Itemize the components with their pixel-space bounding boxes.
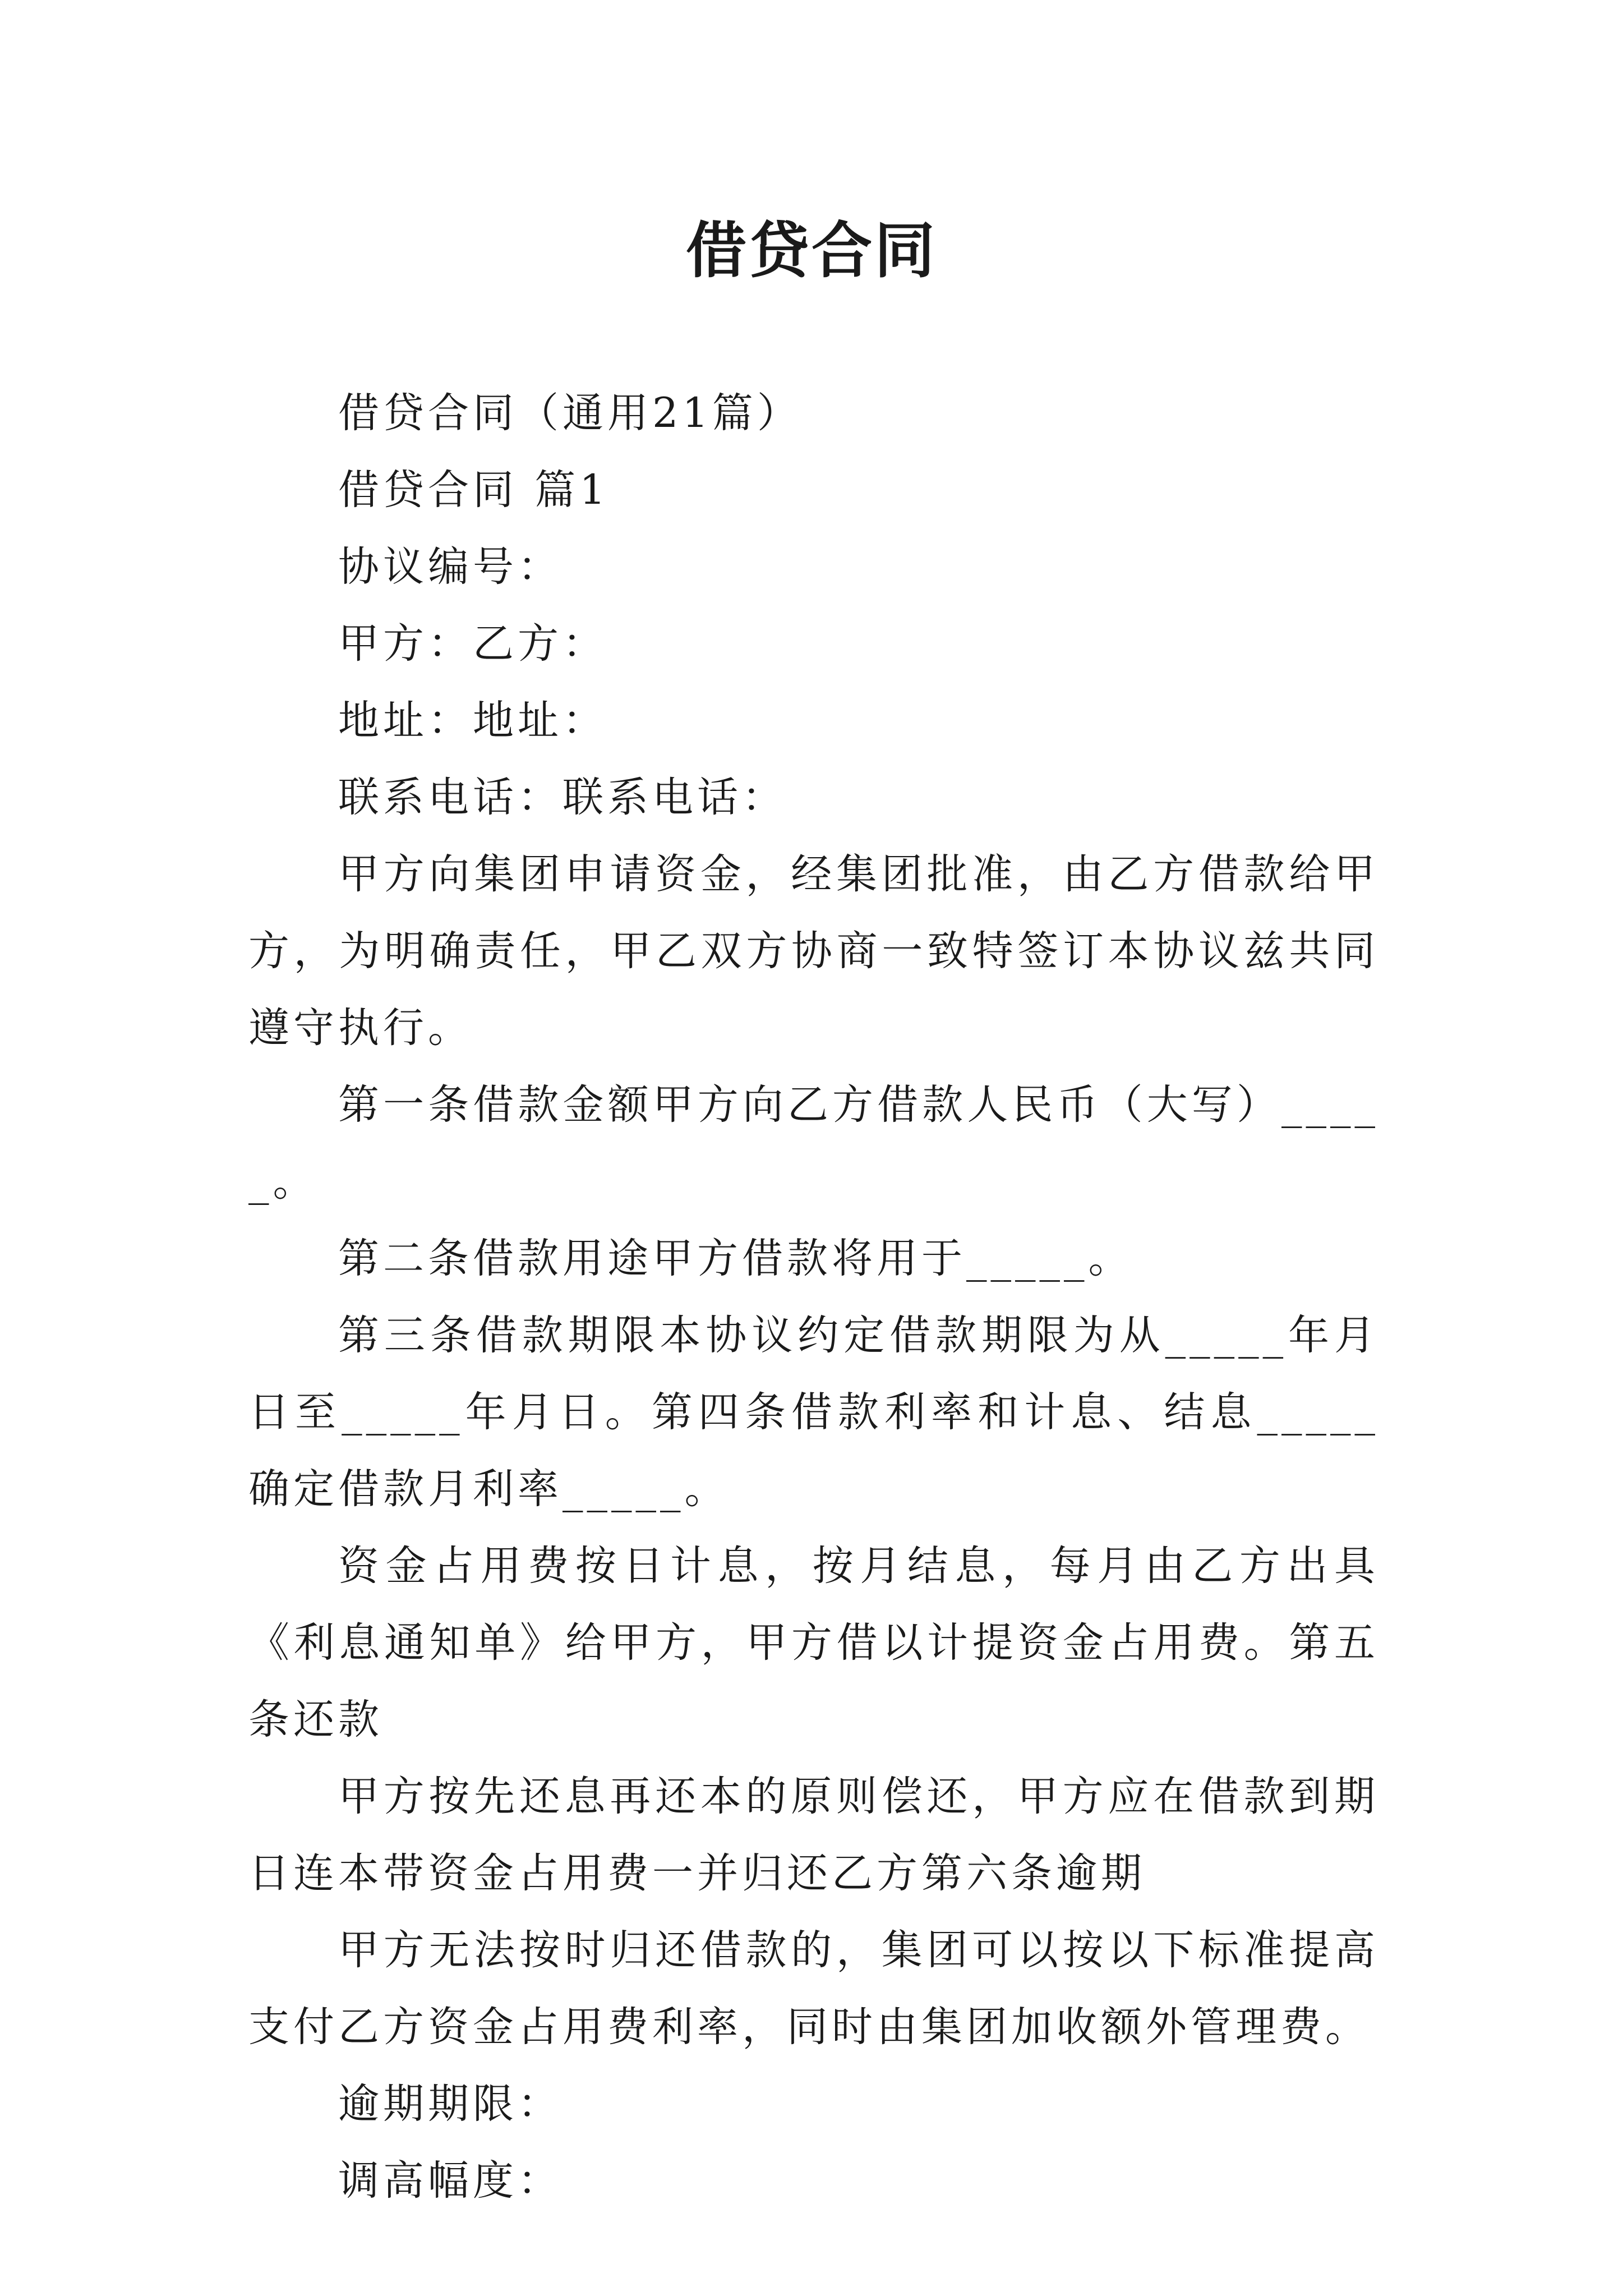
document-body <box>248 375 1379 2219</box>
paragraph-overdue: 甲方无法按时归还借款的，集团可以按以下标准提高支付乙方资金占用费利率，同时由集团加收额外管理费。 <box>248 1926 1379 2051</box>
paragraph-article-2: 第二条借款用途甲方借款将用于_____。 <box>338 1235 1133 1282</box>
paragraph-agreement-number: 协议编号： <box>338 543 562 591</box>
paragraph-overdue-period: 逾期期限： <box>338 2080 562 2128</box>
paragraph-preamble: 甲方向集团申请资金，经集团批准，由乙方借款给甲方，为明确责任，甲乙双方协商一致特签订本协议兹共同遵守执行。 <box>248 850 1379 1052</box>
paragraph-subtitle: 借贷合同（通用21篇） <box>338 389 802 437</box>
paragraph-addresses: 地址：地址： <box>338 697 607 744</box>
paragraph-rate-increase: 调高幅度： <box>338 2157 562 2205</box>
paragraph-interest: 资金占用费按日计息，按月结息，每月由乙方出具《利息通知单》给甲方，甲方借以计提资金占用费。第五条还款 <box>248 1542 1379 1743</box>
paragraph-article-3-4: 第三条借款期限本协议约定借款期限为从_____年月日至_____年月日。第四条借款利率和计息、结息_____确定借款月利率_____。 <box>248 1312 1379 1513</box>
paragraph-repayment: 甲方按先还息再还本的原则偿还，甲方应在借款到期日连本带资金占用费一并归还乙方第六条逾期 <box>248 1773 1379 1897</box>
paragraph-phones: 联系电话：联系电话： <box>338 774 787 821</box>
paragraph-section-heading: 借贷合同 篇1 <box>338 466 610 514</box>
paragraph-article-1: 第一条借款金额甲方向乙方借款人民币（大写）_____。 <box>248 1081 1379 1205</box>
document-title: 借贷合同 <box>685 215 937 286</box>
paragraph-parties: 甲方：乙方： <box>338 620 607 668</box>
